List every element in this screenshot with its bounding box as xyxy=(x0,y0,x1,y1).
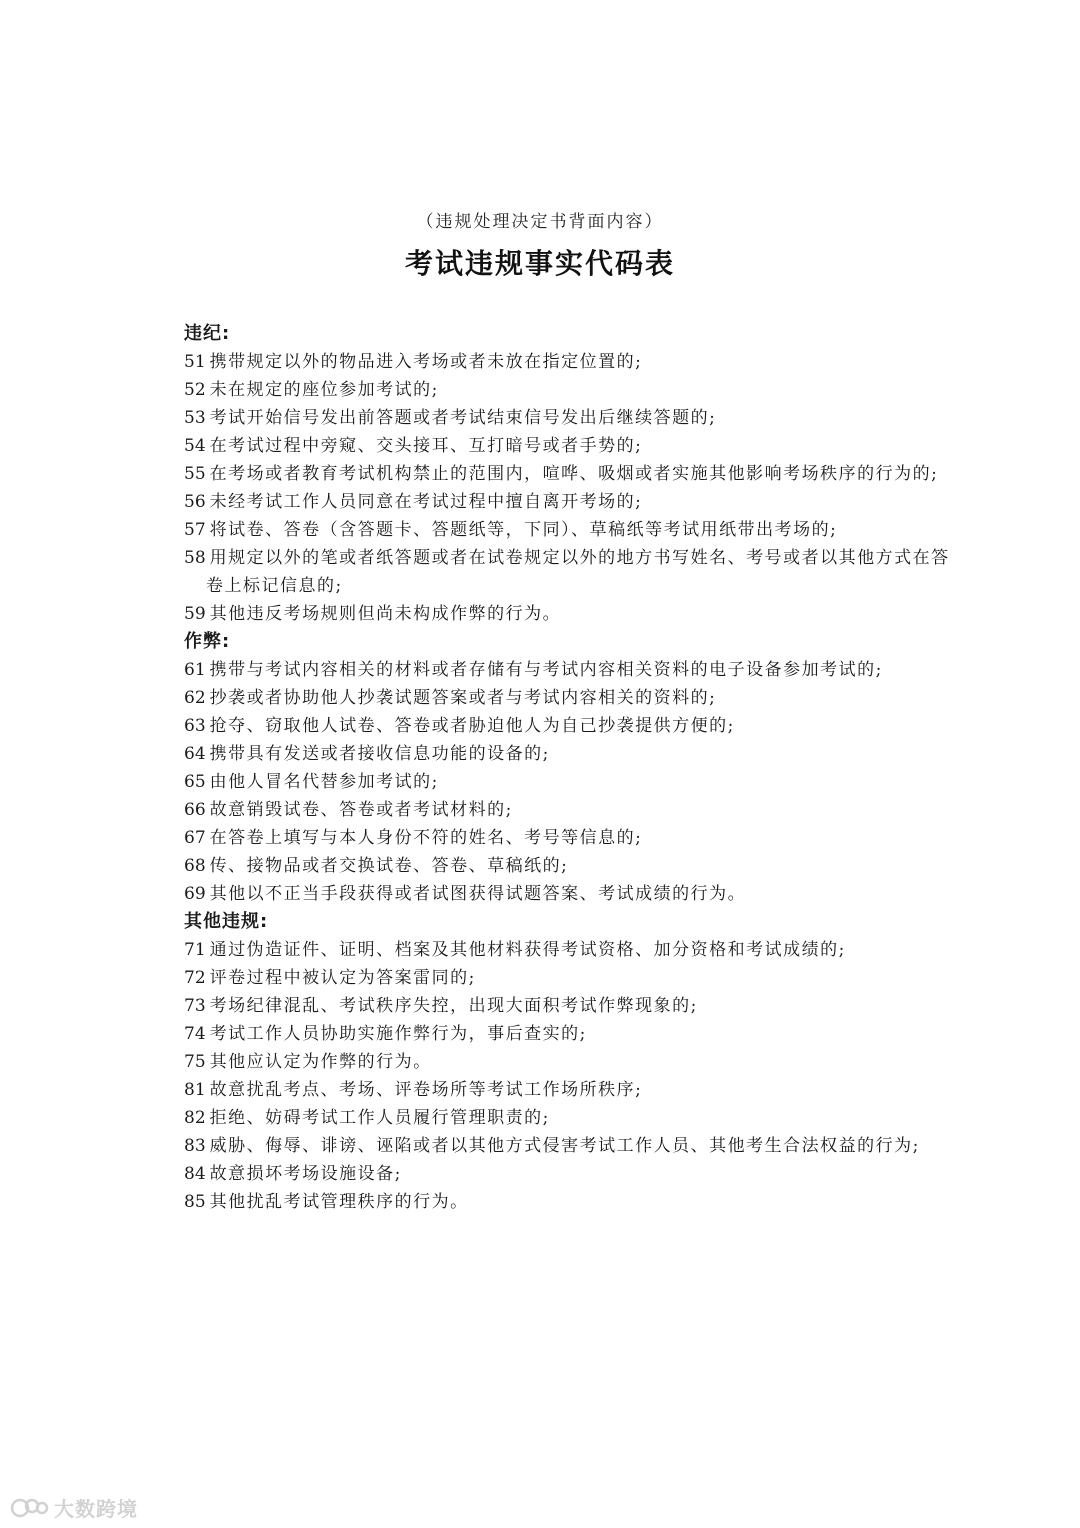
document-subtitle: （违规处理决定书背面内容） xyxy=(416,212,664,232)
list-item xyxy=(184,796,954,824)
document-title: 考试违规事实代码表 xyxy=(404,247,675,280)
item-code: 81 xyxy=(184,1080,206,1100)
item-code: 54 xyxy=(184,436,206,456)
list-item xyxy=(184,544,954,600)
item-code: 74 xyxy=(184,1024,206,1044)
list-item xyxy=(184,936,954,964)
list-item xyxy=(184,768,954,796)
item-code: 52 xyxy=(184,380,206,400)
item-code: 82 xyxy=(184,1108,206,1128)
item-code: 83 xyxy=(184,1136,206,1156)
item-code: 73 xyxy=(184,996,206,1016)
item-text: 抢夺、窃取他人试卷、答卷或者胁迫他人为自己抄袭提供方便的; xyxy=(209,716,735,736)
item-code: 67 xyxy=(184,828,206,848)
item-text: 未经考试工作人员同意在考试过程中擅自离开考场的; xyxy=(209,492,643,512)
list-item xyxy=(184,712,954,740)
item-code: 66 xyxy=(184,800,206,820)
item-text: 其他以不正当手段获得或者试图获得试题答案、考试成绩的行为。 xyxy=(209,884,747,904)
item-code: 69 xyxy=(184,884,206,904)
list-item xyxy=(184,964,954,992)
list-item xyxy=(184,1104,954,1132)
list-item xyxy=(184,1048,954,1076)
list-item xyxy=(184,656,954,684)
item-code: 55 xyxy=(184,464,206,484)
list-item xyxy=(184,852,954,880)
item-text: 通过伪造证件、证明、档案及其他材料获得考试资格、加分资格和考试成绩的; xyxy=(209,940,846,960)
watermark xyxy=(10,1493,138,1522)
list-item xyxy=(184,404,954,432)
section-heading: 作弊: xyxy=(184,631,231,652)
list-item xyxy=(184,1188,954,1216)
item-text: 在考试过程中旁窥、交头接耳、互打暗号或者手势的; xyxy=(209,436,643,456)
list-item xyxy=(184,992,954,1020)
item-code: 64 xyxy=(184,744,206,764)
list-item xyxy=(184,1076,954,1104)
item-text: 未在规定的座位参加考试的; xyxy=(209,380,439,400)
section-heading: 违纪: xyxy=(184,323,231,344)
item-text: 用规定以外的笔或者纸答题或者在试卷规定以外的地方书写姓名、考号或者以其他方式在答卷上标记信息的; xyxy=(206,548,950,596)
list-item xyxy=(184,600,954,628)
item-text: 故意销毁试卷、答卷或者考试材料的; xyxy=(209,800,513,820)
list-item xyxy=(184,348,954,376)
item-text: 抄袭或者协助他人抄袭试题答案或者与考试内容相关的资料的; xyxy=(209,688,717,708)
item-text: 考试工作人员协助实施作弊行为，事后查实的; xyxy=(209,1024,587,1044)
section-discipline xyxy=(184,320,954,628)
item-code: 71 xyxy=(184,940,206,960)
item-text: 其他应认定为作弊的行为。 xyxy=(209,1052,432,1072)
item-code: 85 xyxy=(184,1192,206,1212)
list-item xyxy=(184,1020,954,1048)
item-text: 考试开始信号发出前答题或者考试结束信号发出后继续答题的; xyxy=(209,408,717,428)
item-text: 故意扰乱考点、考场、评卷场所等考试工作场所秩序; xyxy=(209,1080,643,1100)
item-code: 53 xyxy=(184,408,206,428)
item-code: 56 xyxy=(184,492,206,512)
item-code: 51 xyxy=(184,352,206,372)
brand-logo-icon xyxy=(10,1496,50,1520)
item-text: 故意损坏考场设施设备; xyxy=(209,1164,402,1184)
item-code: 68 xyxy=(184,856,206,876)
item-text: 评卷过程中被认定为答案雷同的; xyxy=(209,968,476,988)
item-text: 拒绝、妨碍考试工作人员履行管理职责的; xyxy=(209,1108,550,1128)
list-item xyxy=(184,460,954,488)
item-code: 63 xyxy=(184,716,206,736)
item-text: 威胁、侮辱、诽谤、诬陷或者以其他方式侵害考试工作人员、其他考生合法权益的行为; xyxy=(209,1136,920,1156)
item-code: 58 xyxy=(184,548,206,568)
item-text: 携带规定以外的物品进入考场或者未放在指定位置的; xyxy=(209,352,643,372)
item-code: 61 xyxy=(184,660,206,680)
item-text: 由他人冒名代替参加考试的; xyxy=(209,772,439,792)
item-text: 将试卷、答卷（含答题卡、答题纸等，下同）、草稿纸等考试用纸带出考场的; xyxy=(209,520,838,540)
list-item xyxy=(184,516,954,544)
code-table xyxy=(184,320,954,1216)
item-text: 传、接物品或者交换试卷、答卷、草稿纸的; xyxy=(209,856,569,876)
item-text: 其他扰乱考试管理秩序的行为。 xyxy=(209,1192,469,1212)
item-code: 72 xyxy=(184,968,206,988)
item-text: 携带与考试内容相关的材料或者存储有与考试内容相关资料的电子设备参加考试的; xyxy=(209,660,883,680)
item-code: 57 xyxy=(184,520,206,540)
item-code: 84 xyxy=(184,1164,206,1184)
list-item xyxy=(184,488,954,516)
item-code: 62 xyxy=(184,688,206,708)
list-item xyxy=(184,824,954,852)
section-cheating xyxy=(184,628,954,908)
list-item xyxy=(184,1160,954,1188)
item-code: 59 xyxy=(184,604,206,624)
item-text: 在考场或者教育考试机构禁止的范围内，喧哗、吸烟或者实施其他影响考场秩序的行为的; xyxy=(209,464,939,484)
item-text: 考场纪律混乱、考试秩序失控，出现大面积考试作弊现象的; xyxy=(209,996,698,1016)
list-item xyxy=(184,1132,954,1160)
list-item xyxy=(184,880,954,908)
list-item xyxy=(184,684,954,712)
item-text: 携带具有发送或者接收信息功能的设备的; xyxy=(209,744,550,764)
list-item xyxy=(184,432,954,460)
section-heading: 其他违规: xyxy=(184,911,269,932)
item-code: 65 xyxy=(184,772,206,792)
watermark-text: 大数跨境 xyxy=(54,1497,138,1521)
item-code: 75 xyxy=(184,1052,206,1072)
list-item xyxy=(184,376,954,404)
item-text: 其他违反考场规则但尚未构成作弊的行为。 xyxy=(209,604,562,624)
item-text: 在答卷上填写与本人身份不符的姓名、考号等信息的; xyxy=(209,828,643,848)
section-other-violations xyxy=(184,908,954,1216)
list-item xyxy=(184,740,954,768)
